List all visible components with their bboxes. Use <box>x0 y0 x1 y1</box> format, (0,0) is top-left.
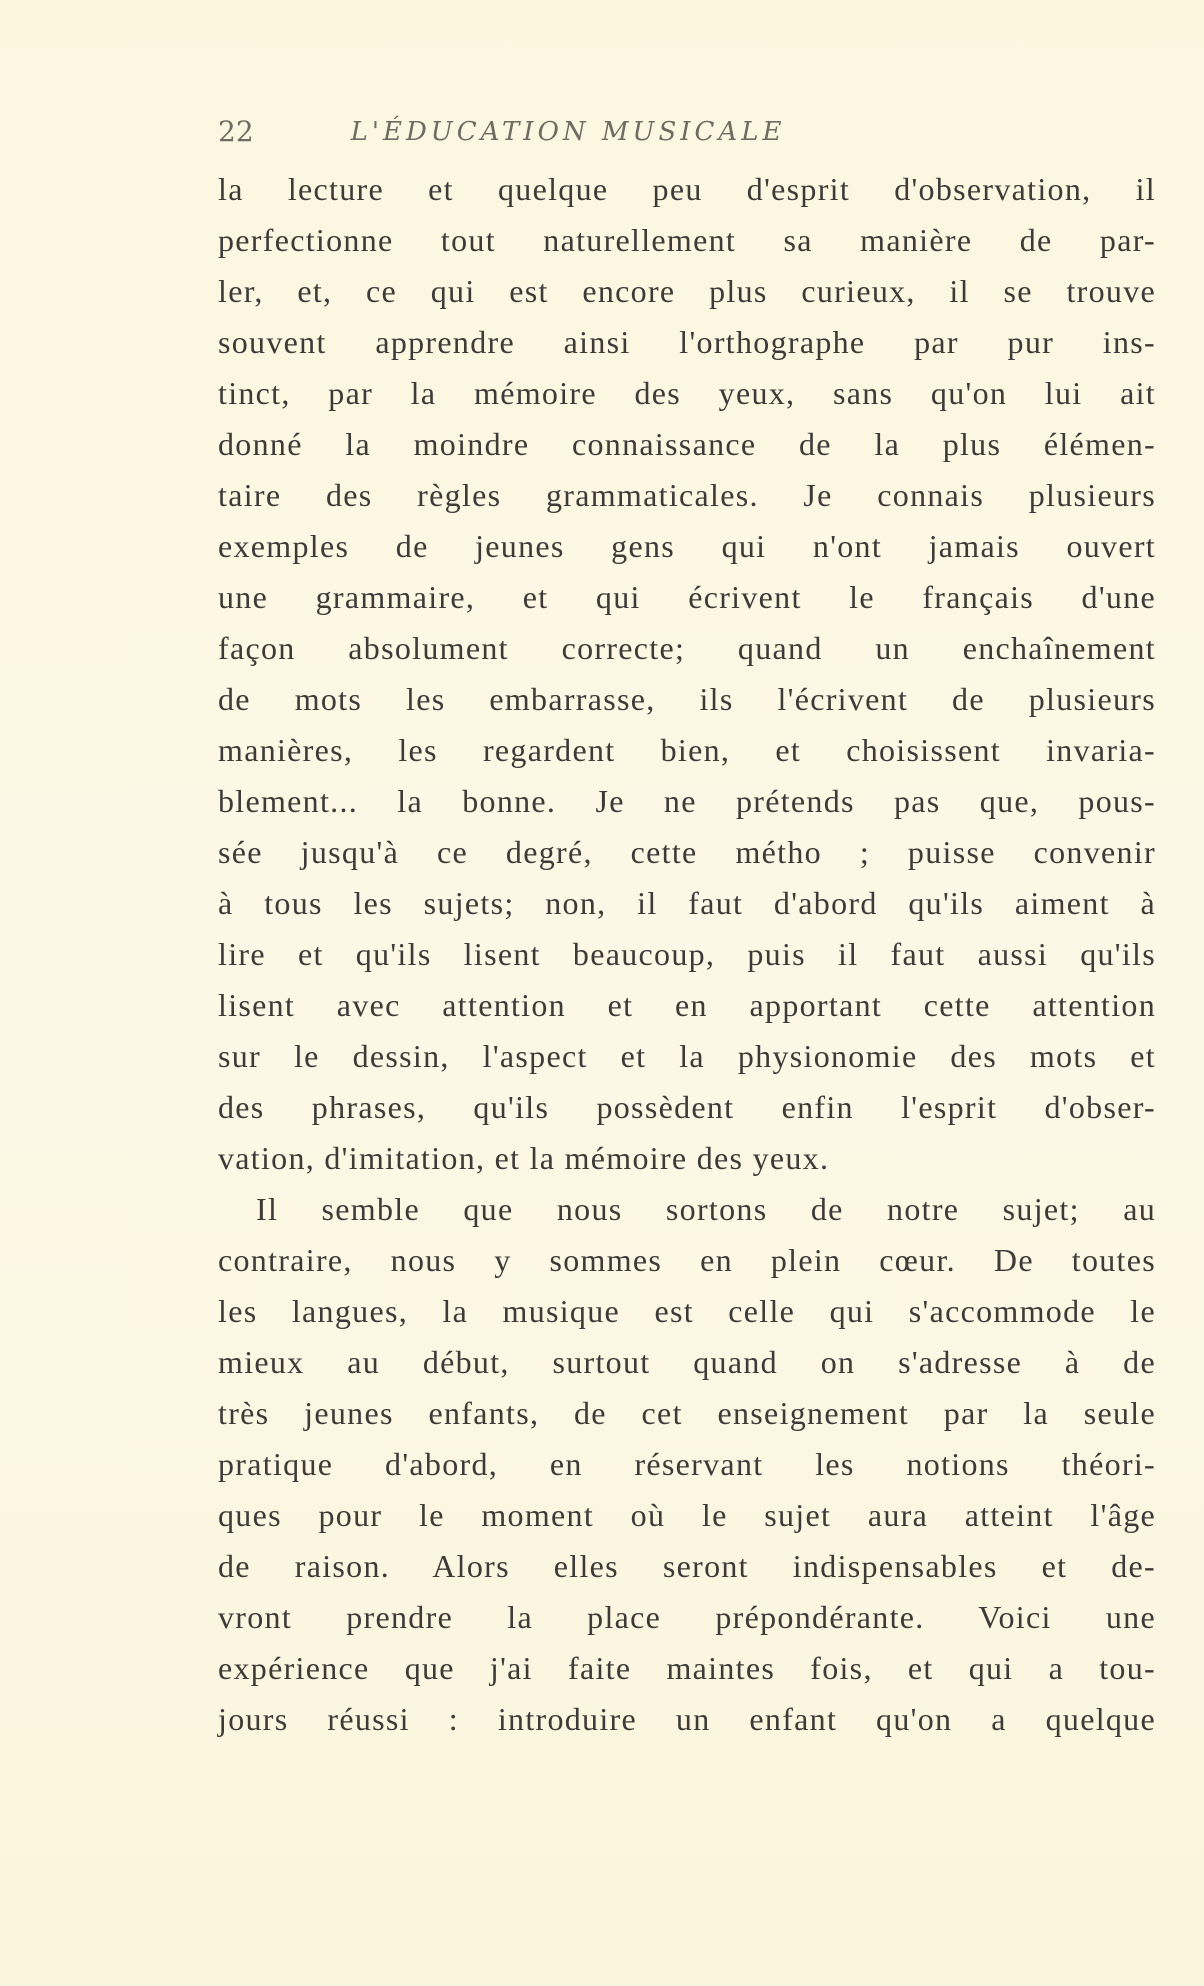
text-line: de mots les embarrasse, ils l'écrivent de plusieurs <box>218 681 1156 717</box>
text-line: donné la moindre connaissance de la plus élémen- <box>218 426 1156 462</box>
text-line: vront prendre la place prépondérante. Voici une <box>218 1599 1156 1635</box>
text-line: expérience que j'ai faite maintes fois, et qui a tou- <box>218 1650 1156 1686</box>
text-line: blement... la bonne. Je ne prétends pas que, pous- <box>218 783 1156 819</box>
text-line: les langues, la musique est celle qui s'accommode le <box>218 1293 1156 1329</box>
text-line: à tous les sujets; non, il faut d'abord qu'ils aiment à <box>218 885 1156 921</box>
text-line: lire et qu'ils lisent beaucoup, puis il faut aussi qu'ils <box>218 936 1156 972</box>
text-line: taire des règles grammaticales. Je connais plusieurs <box>218 477 1156 513</box>
text-line: une grammaire, et qui écrivent le français d'une <box>218 579 1156 615</box>
text-line: de raison. Alors elles seront indispensables et de- <box>218 1548 1156 1584</box>
text-line: ques pour le moment où le sujet aura atteint l'âge <box>218 1497 1156 1533</box>
page-number: 22 <box>218 115 254 148</box>
text-line: vation, d'imitation, et la mémoire des yeux. <box>218 1140 830 1176</box>
text-line: façon absolument correcte; quand un enchaînement <box>218 630 1156 666</box>
text-line: Il semble que nous sortons de notre sujet; au <box>256 1191 1156 1227</box>
text-line: tinct, par la mémoire des yeux, sans qu'on lui ait <box>218 375 1156 411</box>
text-line: souvent apprendre ainsi l'orthographe par pur ins- <box>218 324 1156 360</box>
text-line: la lecture et quelque peu d'esprit d'observation, il <box>218 171 1156 207</box>
text-line: très jeunes enfants, de cet enseignement par la seule <box>218 1395 1156 1431</box>
text-line: lisent avec attention et en apportant cette attention <box>218 987 1156 1023</box>
text-line: sée jusqu'à ce degré, cette métho ; puisse convenir <box>218 834 1156 870</box>
text-line: des phrases, qu'ils possèdent enfin l'esprit d'obser- <box>218 1089 1156 1125</box>
text-line: exemples de jeunes gens qui n'ont jamais ouvert <box>218 528 1156 564</box>
text-line: mieux au début, surtout quand on s'adresse à de <box>218 1344 1156 1380</box>
page-header <box>218 110 918 154</box>
body-text <box>218 164 1156 1745</box>
text-line: perfectionne tout naturellement sa manière de par- <box>218 222 1156 258</box>
text-line: sur le dessin, l'aspect et la physionomie des mots et <box>218 1038 1156 1074</box>
text-line: pratique d'abord, en réservant les notions théori- <box>218 1446 1156 1482</box>
text-line: contraire, nous y sommes en plein cœur. De toutes <box>218 1242 1156 1278</box>
running-title: L'ÉDUCATION MUSICALE <box>350 117 786 147</box>
text-line: ler, et, ce qui est encore plus curieux, il se trouve <box>218 273 1156 309</box>
text-line: jours réussi : introduire un enfant qu'on a quelque <box>218 1701 1156 1737</box>
text-line: manières, les regardent bien, et choisissent invaria- <box>218 732 1156 768</box>
